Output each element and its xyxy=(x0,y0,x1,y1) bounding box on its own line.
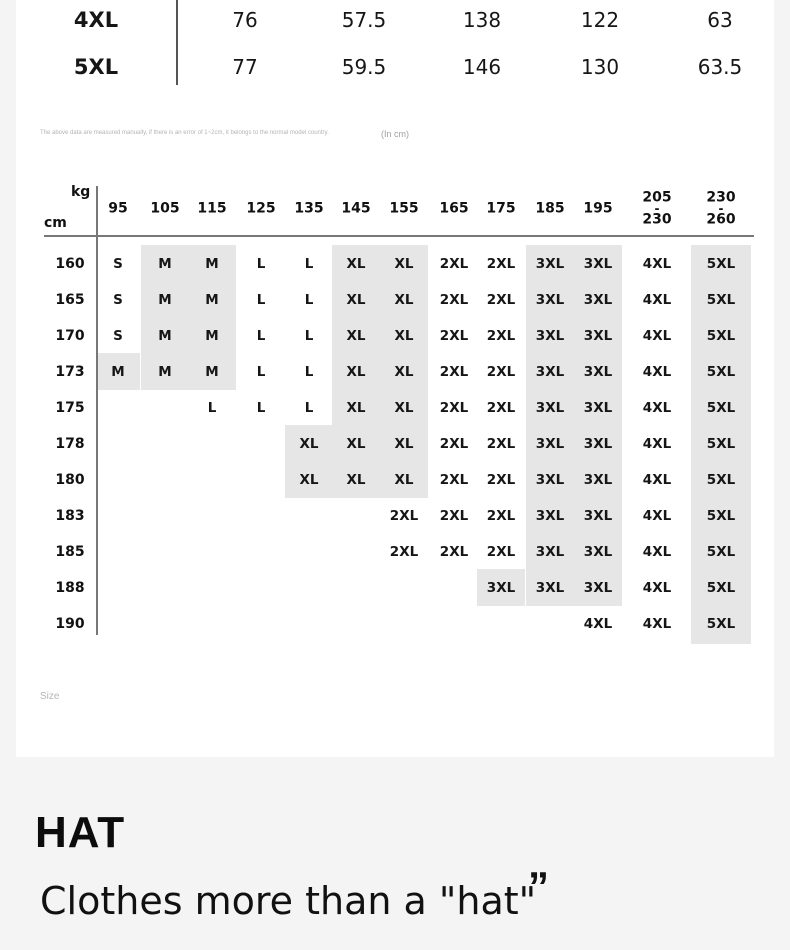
size-cell: 3XL xyxy=(583,472,613,488)
weight-header: 165 xyxy=(439,200,469,217)
size-cell: 3XL xyxy=(583,580,613,596)
measurement-value: 63 xyxy=(707,8,733,32)
size-cell: 3XL xyxy=(535,400,565,416)
size-cell: M xyxy=(205,292,219,308)
size-cell: 4XL xyxy=(642,328,672,344)
size-cell: 2XL xyxy=(389,544,419,560)
weight-header: 205 - 230 xyxy=(642,189,672,228)
measurement-value: 63.5 xyxy=(697,55,743,79)
size-cell: L xyxy=(304,328,314,344)
size-cell: 2XL xyxy=(486,472,516,488)
size-cell: 3XL xyxy=(535,544,565,560)
size-cell: 3XL xyxy=(535,256,565,272)
size-cell: M xyxy=(111,364,125,380)
size-cell: XL xyxy=(394,328,414,344)
size-cell: 3XL xyxy=(535,508,565,524)
size-cell: 3XL xyxy=(583,400,613,416)
quote-mark-icon: ” xyxy=(528,863,549,910)
size-cell: 2XL xyxy=(439,292,469,308)
size-caption: Size xyxy=(40,691,60,702)
size-cell: 5XL xyxy=(706,292,736,308)
height-header: 185 xyxy=(55,544,85,560)
size-cell: S xyxy=(113,256,123,272)
size-cell: 5XL xyxy=(706,436,736,452)
size-cell: L xyxy=(256,328,266,344)
size-cell: 2XL xyxy=(439,364,469,380)
measurement-value: 138 xyxy=(462,8,502,32)
size-cell: 4XL xyxy=(642,364,672,380)
size-cell: 2XL xyxy=(439,256,469,272)
weight-header: 230 - 260 xyxy=(706,189,736,228)
measurement-value: 146 xyxy=(462,55,502,79)
measurement-size: 5XL xyxy=(73,55,119,79)
size-grid xyxy=(16,0,774,757)
height-header: 173 xyxy=(55,364,85,380)
size-cell: S xyxy=(113,292,123,308)
height-header: 165 xyxy=(55,292,85,308)
size-cell: 4XL xyxy=(642,400,672,416)
size-cell: XL xyxy=(346,436,366,452)
size-cell: 3XL xyxy=(583,544,613,560)
measurement-value: 77 xyxy=(232,55,258,79)
size-cell: 2XL xyxy=(439,472,469,488)
size-cell: 5XL xyxy=(706,256,736,272)
size-cell: M xyxy=(158,256,172,272)
height-header: 170 xyxy=(55,328,85,344)
size-cell: XL xyxy=(346,292,366,308)
size-cell: 3XL xyxy=(583,364,613,380)
weight-header: 135 xyxy=(294,200,324,217)
size-cell: 2XL xyxy=(486,508,516,524)
size-cell: 3XL xyxy=(583,508,613,524)
measurement-value: 122 xyxy=(580,8,620,32)
size-cell: 4XL xyxy=(642,544,672,560)
weight-header: 175 xyxy=(486,200,516,217)
measurement-size: 4XL xyxy=(73,8,119,32)
size-cell: XL xyxy=(394,436,414,452)
size-cell: 3XL xyxy=(583,436,613,452)
size-cell: XL xyxy=(346,256,366,272)
size-cell: 2XL xyxy=(439,436,469,452)
size-cell: 2XL xyxy=(439,508,469,524)
size-cell: L xyxy=(304,400,314,416)
size-cell: 2XL xyxy=(486,400,516,416)
size-cell: XL xyxy=(394,364,414,380)
size-cell: 3XL xyxy=(583,256,613,272)
size-cell: L xyxy=(304,364,314,380)
size-cell: 5XL xyxy=(706,472,736,488)
size-chart-card xyxy=(16,0,774,757)
size-cell: L xyxy=(256,256,266,272)
size-cell: 3XL xyxy=(583,328,613,344)
size-cell: 4XL xyxy=(642,436,672,452)
size-cell: 2XL xyxy=(486,436,516,452)
size-cell: M xyxy=(205,364,219,380)
size-cell: 4XL xyxy=(642,580,672,596)
section-subtitle: Clothes more than a "hat" xyxy=(40,879,537,923)
size-cell: XL xyxy=(346,364,366,380)
size-cell: 2XL xyxy=(486,256,516,272)
height-header: 190 xyxy=(55,616,85,632)
size-cell: L xyxy=(256,364,266,380)
size-cell: XL xyxy=(394,292,414,308)
cm-label: cm xyxy=(44,215,67,231)
size-cell: 2XL xyxy=(486,292,516,308)
size-cell: XL xyxy=(394,256,414,272)
weight-header: 105 xyxy=(150,200,180,217)
size-cell: XL xyxy=(346,472,366,488)
size-cell: L xyxy=(207,400,217,416)
size-cell: L xyxy=(256,400,266,416)
size-cell: 2XL xyxy=(486,364,516,380)
size-cell: M xyxy=(158,328,172,344)
size-cell: 3XL xyxy=(535,328,565,344)
weight-header: 95 xyxy=(108,200,128,217)
size-cell: 5XL xyxy=(706,616,736,632)
height-header: 188 xyxy=(55,580,85,596)
size-cell: XL xyxy=(346,400,366,416)
size-cell: 3XL xyxy=(535,472,565,488)
weight-header: 145 xyxy=(341,200,371,217)
unit-note: (In cm) xyxy=(381,129,409,139)
measurement-value: 59.5 xyxy=(341,55,387,79)
height-header: 180 xyxy=(55,472,85,488)
size-cell: M xyxy=(205,328,219,344)
size-cell: XL xyxy=(299,472,319,488)
size-cell: 3XL xyxy=(535,580,565,596)
size-cell: 3XL xyxy=(583,292,613,308)
size-cell: 2XL xyxy=(439,544,469,560)
size-cell: 2XL xyxy=(486,544,516,560)
weight-header: 185 xyxy=(535,200,565,217)
weight-header: 115 xyxy=(197,200,227,217)
size-cell: 4XL xyxy=(583,616,613,632)
size-cell: L xyxy=(304,256,314,272)
size-cell: M xyxy=(205,256,219,272)
size-cell: XL xyxy=(346,328,366,344)
height-header: 183 xyxy=(55,508,85,524)
size-cell: 4XL xyxy=(642,292,672,308)
size-cell: 2XL xyxy=(439,328,469,344)
size-cell: 5XL xyxy=(706,400,736,416)
measurement-note: The above data are measured manually, if there is an error of 1~2cm, it belongs to the normal model country. xyxy=(40,130,329,136)
size-cell: 4XL xyxy=(642,256,672,272)
height-header: 178 xyxy=(55,436,85,452)
size-cell: L xyxy=(256,292,266,308)
size-cell: 3XL xyxy=(486,580,516,596)
size-cell: 3XL xyxy=(535,364,565,380)
size-cell: 2XL xyxy=(486,328,516,344)
row-header-rule xyxy=(96,186,98,635)
size-cell: XL xyxy=(299,436,319,452)
section-title: HAT xyxy=(35,808,126,857)
size-cell: XL xyxy=(394,400,414,416)
size-cell: 5XL xyxy=(706,544,736,560)
weight-header: 195 xyxy=(583,200,613,217)
size-cell: 5XL xyxy=(706,364,736,380)
size-cell: 4XL xyxy=(642,616,672,632)
size-cell: 2XL xyxy=(439,400,469,416)
height-header: 160 xyxy=(55,256,85,272)
weight-header: 125 xyxy=(246,200,276,217)
size-cell: L xyxy=(304,292,314,308)
header-rule xyxy=(44,235,754,237)
size-cell: 5XL xyxy=(706,580,736,596)
measurement-value: 76 xyxy=(232,8,258,32)
size-cell: XL xyxy=(394,472,414,488)
weight-header: 155 xyxy=(389,200,419,217)
kg-label: kg xyxy=(71,184,91,200)
size-cell: 5XL xyxy=(706,328,736,344)
size-cell: 5XL xyxy=(706,508,736,524)
size-cell: 3XL xyxy=(535,436,565,452)
height-header: 175 xyxy=(55,400,85,416)
size-cell: S xyxy=(113,328,123,344)
measurement-value: 130 xyxy=(580,55,620,79)
size-cell: 3XL xyxy=(535,292,565,308)
size-cell: 2XL xyxy=(389,508,419,524)
size-cell: M xyxy=(158,364,172,380)
measurement-value: 57.5 xyxy=(341,8,387,32)
size-cell: 4XL xyxy=(642,472,672,488)
size-cell: 4XL xyxy=(642,508,672,524)
size-cell: M xyxy=(158,292,172,308)
